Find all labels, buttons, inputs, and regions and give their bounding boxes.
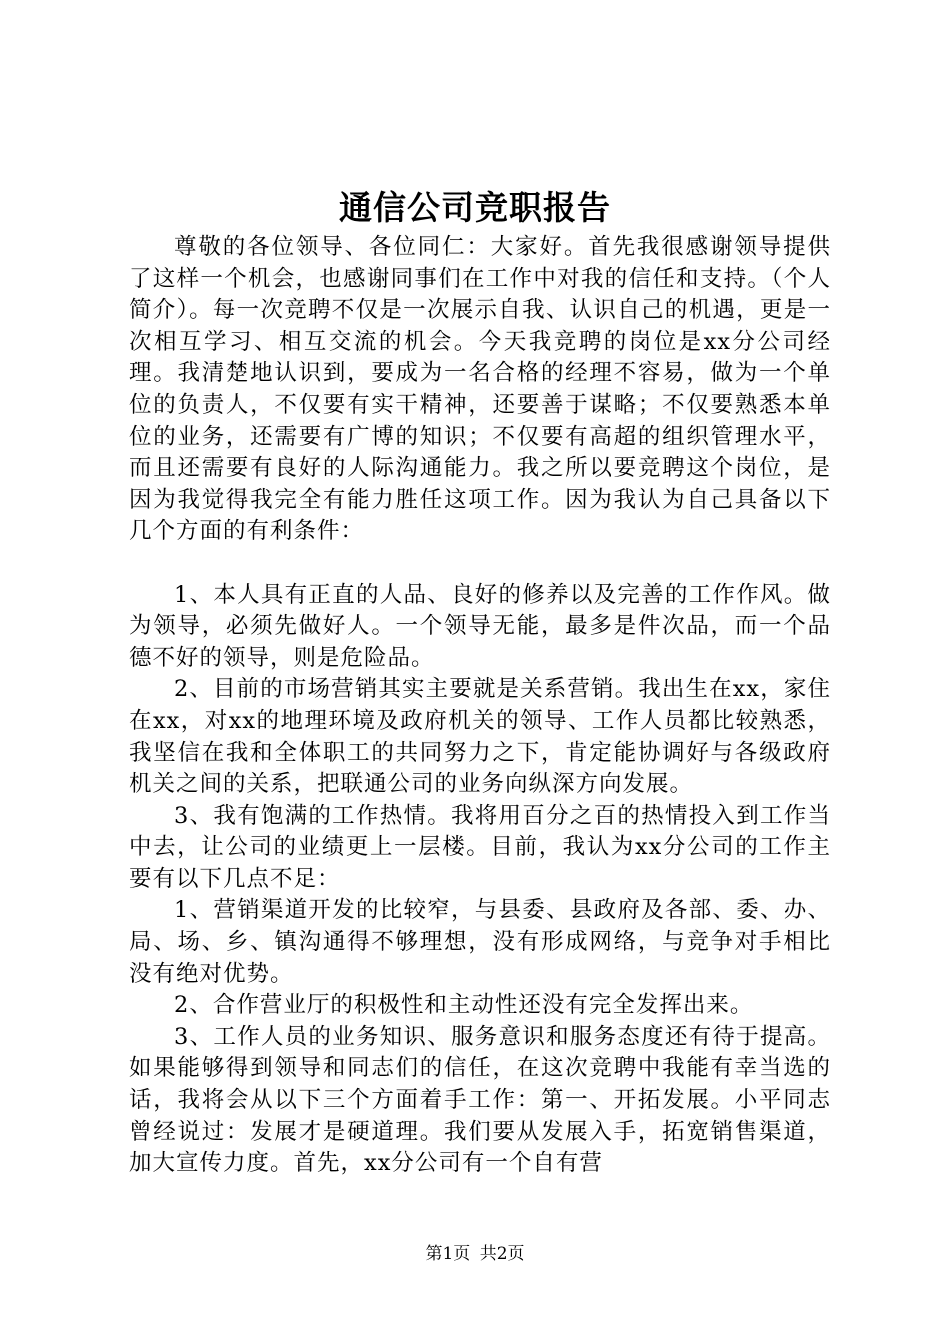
page-number: 第1页 [425,1244,471,1264]
paragraph-shortcoming-3: 3、工作人员的业务知识、服务意识和服务态度还有待于提高。如果能够得到领导和同志们的信任，在这次竞聘中我能有幸当选的话，我将会从以下三个方面着手工作：第一、开拓发展。小平同志曾经说过：发展才是硬道理。我们要从发展入手，拓宽销售渠道，加大宣传力度。首先，xx分公司有一个自有营 [129,1023,831,1177]
paragraph-condition-2: 2、目前的市场营销其实主要就是关系营销。我出生在xx，家住在xx，对xx的地理环境及政府机关的领导、工作人员都比较熟悉，我坚信在我和全体职工的共同努力之下，肯定能协调好与各级政府机关之间的关系，把联通公司的业务向纵深方向发展。 [129,676,831,798]
document-body [129,232,831,1180]
page-footer [0,1242,950,1266]
page-total: 共2页 [479,1244,525,1264]
paragraph-shortcoming-2: 2、合作营业厅的积极性和主动性还没有完全发挥出来。 [174,992,754,1019]
paragraph-intro: 尊敬的各位领导、各位同仁：大家好。首先我很感谢领导提供了这样一个机会，也感谢同事们在工作中对我的信任和支持。（个人简介）。每一次竞聘不仅是一次展示自我、认识自己的机遇，更是一次相互学习、相互交流的机会。今天我竞聘的岗位是xx分公司经理。我清楚地认识到，要成为一名合格的经理不容易，做为一个单位的负责人，不仅要有实干精神，还要善于谋略；不仅要熟悉本单位的业务，还需要有广博的知识；不仅要有高超的组织管理水平，而且还需要有良好的人际沟通能力。我之所以要竞聘这个岗位，是因为我觉得我完全有能力胜任这项工作。因为我认为自己具备以下几个方面的有利条件： [129,234,831,545]
paragraph-condition-1: 1、本人具有正直的人品、良好的修养以及完善的工作作风。做为领导，必须先做好人。一个领导无能，最多是件次品，而一个品德不好的领导，则是危险品。 [129,581,831,671]
paragraph-shortcoming-1: 1、营销渠道开发的比较窄，与县委、县政府及各部、委、办、局、场、乡、镇沟通得不够理想，没有形成网络，与竞争对手相比没有绝对优势。 [129,897,831,987]
document-title: 通信公司竞职报告 [339,188,611,227]
paragraph-condition-3: 3、我有饱满的工作热情。我将用百分之百的热情投入到工作当中去，让公司的业绩更上一层楼。目前，我认为xx分公司的工作主要有以下几点不足： [129,802,831,892]
